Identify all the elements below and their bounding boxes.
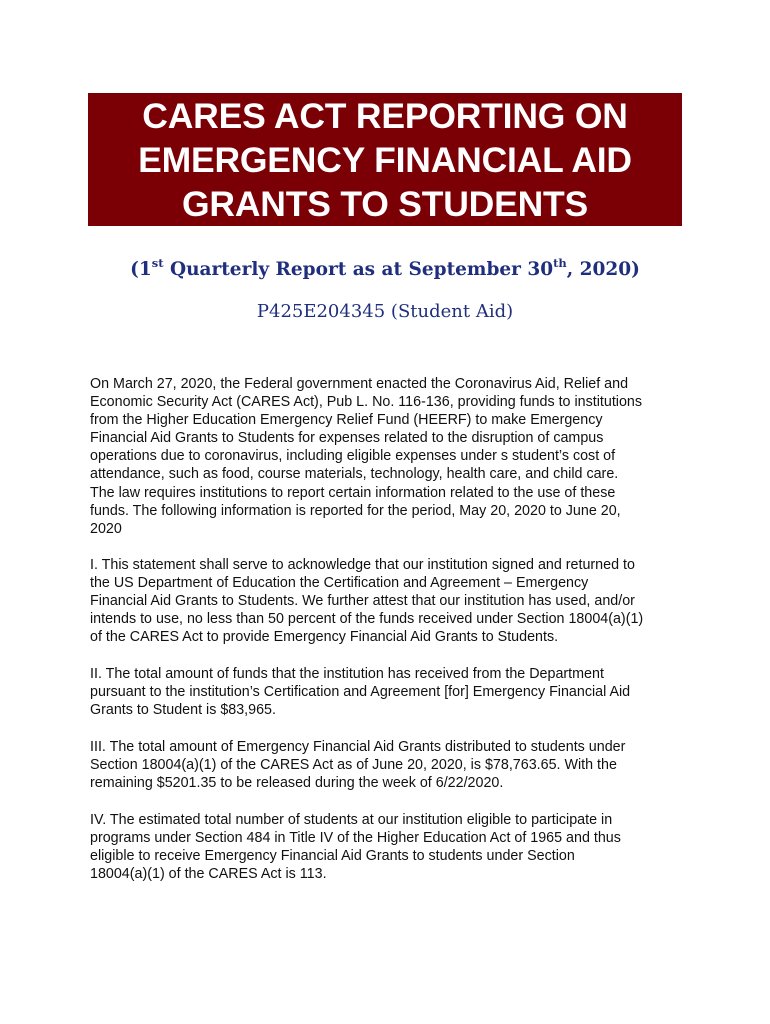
subtitle-ordinal-st: st <box>151 256 164 270</box>
text-line: attendance, such as food, course materials, technology, health care, and child care. <box>90 466 619 483</box>
text-line: pursuant to the institution’s Certification and Agreement [for] Emergency Financial Aid <box>90 684 631 701</box>
title-line: EMERGENCY FINANCIAL AID <box>138 140 632 180</box>
text-line: III. The total amount of Emergency Financial Aid Grants distributed to students under <box>90 739 626 755</box>
text-line: from the Higher Education Emergency Relief Fund (HEERF) to make Emergency <box>90 412 603 429</box>
subtitle-close: , 2020) <box>566 259 640 280</box>
text-line: Section 18004(a)(1) of the CARES Act as of June 20, 2020, is $78,763.65. With the <box>90 757 617 774</box>
text-line: 18004(a)(1) of the CARES Act is 113. <box>90 866 327 883</box>
text-line: On March 27, 2020, the Federal government enacted the Coronavirus Aid, Relief and <box>90 376 629 392</box>
text-line: 2020 <box>90 520 122 537</box>
text-line: Financial Aid Grants to Students for expenses related to the disruption of campus <box>90 430 604 447</box>
section-iii-paragraph <box>90 738 690 792</box>
text-line: programs under Section 484 in Title IV of the Higher Education Act of 1965 and thus <box>90 830 621 847</box>
text-line: Grants to Student is $83,965. <box>90 702 276 719</box>
section-iv-paragraph <box>90 811 690 883</box>
title-line: CARES ACT REPORTING ON <box>142 96 628 136</box>
subtitle-open: (1 <box>130 259 152 280</box>
intro-paragraph <box>90 375 690 538</box>
text-line: Economic Security Act (CARES Act), Pub L. No. 116-136, providing funds to institutions <box>90 394 643 411</box>
grant-award-number: P425E204345 (Student Aid) <box>256 301 514 322</box>
text-line: of the CARES Act to provide Emergency Financial Aid Grants to Students. <box>90 629 559 646</box>
section-i-paragraph <box>90 556 690 646</box>
subtitle-middle: Quarterly Report as at September 30 <box>163 259 554 280</box>
subtitle-ordinal-th: th <box>553 256 567 270</box>
text-line: funds. The following information is reported for the period, May 20, 2020 to June 20, <box>90 502 621 519</box>
text-line: eligible to receive Emergency Financial Aid Grants to students under Section <box>90 848 575 865</box>
title-line: GRANTS TO STUDENTS <box>182 184 588 224</box>
text-line: Financial Aid Grants to Students. We further attest that our institution has used, and/or <box>90 593 635 610</box>
text-line: II. The total amount of funds that the institution has received from the Department <box>90 666 604 682</box>
text-line: the US Department of Education the Certification and Agreement – Emergency <box>90 575 589 592</box>
text-line: IV. The estimated total number of students at our institution eligible to participate in <box>90 812 613 828</box>
text-line: intends to use, no less than 50 percent of the funds received under Section 18004(a)(1) <box>90 611 644 628</box>
text-line: remaining $5201.35 to be released during the week of 6/22/2020. <box>90 775 504 792</box>
title-banner <box>88 93 682 226</box>
report-period-subtitle <box>88 256 682 280</box>
text-line: operations due to coronavirus, including eligible expenses under s student’s cost of <box>90 448 616 465</box>
text-line: The law requires institutions to report certain information related to the use of these <box>90 484 616 501</box>
section-ii-paragraph <box>90 665 690 719</box>
text-line: I. This statement shall serve to acknowledge that our institution signed and returned to <box>90 557 635 573</box>
